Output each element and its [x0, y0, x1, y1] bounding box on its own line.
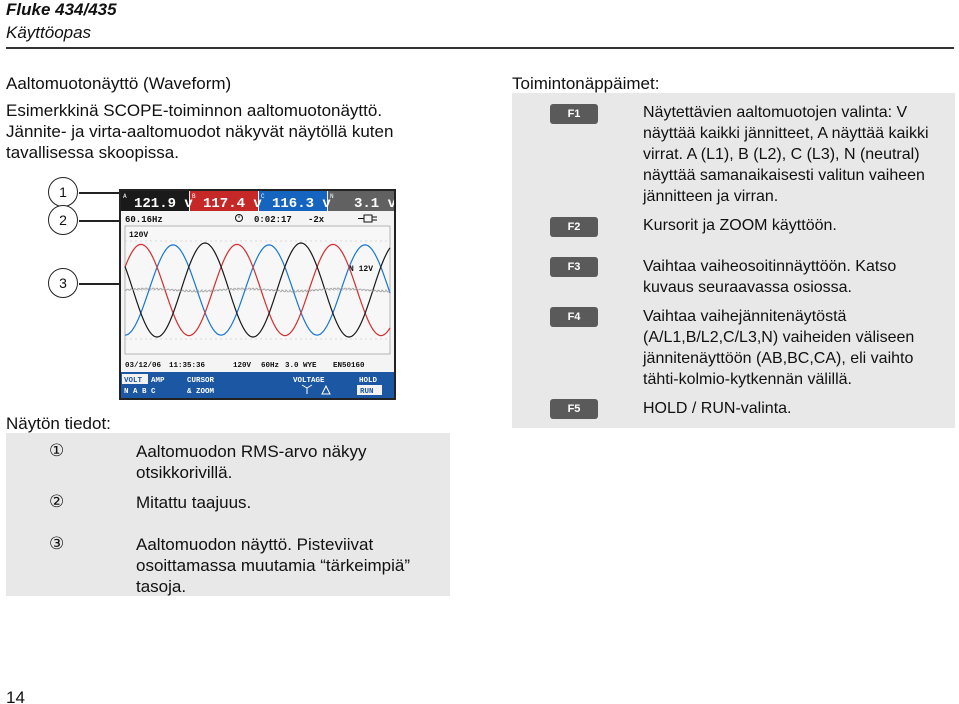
section-description-line-1: Esimerkkinä SCOPE-toiminnon aaltomuotonäyttö.: [6, 101, 383, 120]
screen-info-number-3: ③: [49, 534, 65, 553]
function-key-f1-description: Näytettävien aaltomuotojen valinta: V näyttää kaikki jännitteet, A näyttää kaikki virrat. A (L1), B (L2), C (L3), N (neutral) näyttää samanaikaisesti valitun vaiheen jännitteen ja virran.: [643, 104, 929, 205]
softkey-f1-bottom[interactable]: N A B C: [124, 388, 156, 396]
screen-info-text-2: Mitattu taajuus.: [136, 493, 252, 512]
softkey-f2-bottom[interactable]: & ZOOM: [187, 388, 215, 396]
section-description-line-2: Jännite- ja virta-aaltomuodot näkyvät näytöllä kuten: [6, 122, 394, 141]
screen-info-title: Näytön tiedot:: [6, 414, 111, 433]
elapsed-time: 0:02:17: [254, 215, 292, 225]
reading-a-phase: A: [123, 193, 127, 200]
neutral-scale: N 12V: [349, 265, 374, 274]
zoom-level: -2x: [308, 215, 325, 225]
manual-title: Fluke 434/435: [6, 0, 117, 19]
status-standard: EN50160: [333, 362, 365, 370]
manual-subtitle: Käyttöopas: [6, 23, 92, 42]
screen-info-number-1: ①: [49, 441, 65, 460]
function-key-f1: F1: [550, 104, 598, 124]
reading-n-phase: N: [330, 193, 334, 200]
function-key-f5: F5: [550, 399, 598, 419]
status-frequency: 60Hz: [261, 362, 280, 370]
status-time: 11:35:36: [169, 362, 206, 370]
function-key-f3: F3: [550, 257, 598, 277]
function-key-f5-description: HOLD / RUN-valinta.: [643, 400, 792, 417]
status-config: 3.0 WYE: [285, 362, 317, 370]
screen-info-text-3: Aaltomuodon näyttö. Pisteviivat osoittamassa muutamia “tärkeimpiä” tasoja.: [136, 535, 410, 596]
reading-b-phase: B: [192, 193, 196, 200]
section-description-line-3: tavallisessa skoopissa.: [6, 143, 179, 162]
callout-1: 1: [48, 177, 78, 207]
plug-icon: [358, 215, 377, 222]
softkey-bar: [121, 372, 394, 398]
function-keys-title: Toimintonäppäimet:: [512, 74, 660, 93]
softkey-f4-top[interactable]: VOLTAGE: [293, 377, 325, 385]
callout-3-leader: [79, 283, 121, 285]
voltage-scale: 120V: [129, 231, 149, 240]
softkey-f5-bottom[interactable]: RUN: [360, 388, 374, 396]
frequency-readout: 60.16Hz: [125, 215, 163, 225]
status-nominal: 120V: [233, 362, 252, 370]
function-key-f3-description: Vaihtaa vaiheosoitinnäyttöön. Katso kuvaus seuraavassa osiossa.: [643, 258, 897, 296]
scope-screen: [119, 189, 396, 400]
screen-info-number-2: ②: [49, 492, 65, 511]
callout-3: 3: [48, 268, 78, 298]
reading-c-phase: C: [261, 193, 265, 200]
softkey-f5-top[interactable]: HOLD: [359, 377, 378, 385]
callout-2-leader: [79, 220, 121, 222]
reading-a-value: 121.9 v: [134, 196, 193, 212]
reading-n-value: 3.1 v: [354, 196, 394, 212]
function-key-f2-description: Kursorit ja ZOOM käyttöön.: [643, 217, 837, 234]
callout-1-leader: [79, 192, 121, 194]
softkey-f2-top[interactable]: CURSOR: [187, 377, 215, 385]
reading-b-value: 117.4 v: [203, 196, 262, 212]
function-key-f2: F2: [550, 217, 598, 237]
softkey-f1-top2[interactable]: AMP: [151, 377, 165, 385]
function-key-f4: F4: [550, 307, 598, 327]
page-number: 14: [6, 688, 25, 704]
screen-info-text-1: Aaltomuodon RMS-arvo näkyy otsikkorivillä.: [136, 442, 367, 482]
status-date: 03/12/06: [125, 362, 162, 370]
section-title: Aaltomuotonäyttö (Waveform): [6, 74, 232, 93]
scope-display: [121, 191, 394, 398]
callout-2: 2: [48, 205, 78, 235]
reading-c-value: 116.3 v: [272, 196, 331, 212]
header-divider: [6, 47, 954, 49]
function-key-f4-description: Vaihtaa vaihejännitenäytöstä (A/L1,B/L2,C/L3,N) vaiheiden väliseen jännitenäyttöön (AB,BC,CA), eli vaihto tähti-kolmio-kytkennän välillä.: [643, 308, 915, 388]
softkey-f1-top[interactable]: VOLT: [124, 377, 143, 385]
